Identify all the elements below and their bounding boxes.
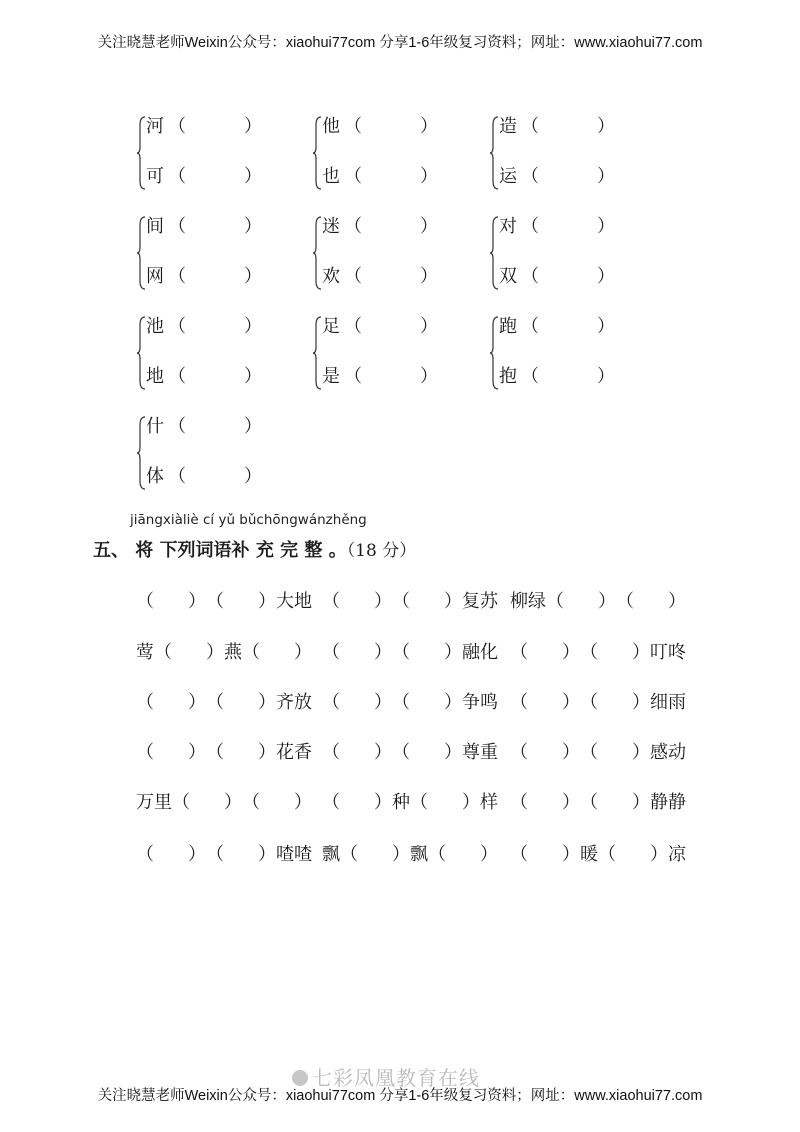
- given-word: 争鸣: [462, 692, 498, 713]
- given-word: 齐放: [276, 692, 312, 713]
- word-pair: [136, 315, 286, 391]
- given-word: 细雨: [650, 692, 686, 713]
- given-word: 静静: [650, 792, 686, 813]
- answer-blank[interactable]: （ ）: [168, 416, 262, 437]
- given-word: 喳喳: [276, 844, 312, 865]
- answer-blank[interactable]: （ ）: [168, 316, 262, 337]
- given-word: 大地: [276, 591, 312, 612]
- pair-char-a: 池: [146, 316, 164, 337]
- answer-blank[interactable]: （ ）: [510, 692, 580, 713]
- answer-blank[interactable]: （ ）: [206, 742, 276, 763]
- fill-row: [136, 688, 696, 714]
- word-pair: [489, 315, 639, 391]
- given-word: 感动: [650, 742, 686, 763]
- answer-blank[interactable]: （ ）: [344, 116, 438, 137]
- answer-blank[interactable]: （ ）: [344, 316, 438, 337]
- answer-blank[interactable]: （ ）: [168, 466, 262, 487]
- answer-blank[interactable]: （ ）: [322, 692, 392, 713]
- answer-blank[interactable]: （ ）: [521, 316, 615, 337]
- answer-blank[interactable]: （ ）: [136, 742, 206, 763]
- answer-blank[interactable]: （ ）: [322, 742, 392, 763]
- answer-blank[interactable]: （ ）: [136, 844, 206, 865]
- pair-char-b: 欢: [322, 266, 340, 287]
- given-word: 暖: [580, 844, 598, 865]
- title-char: 下列词语补: [159, 540, 250, 561]
- answer-blank[interactable]: （ ）: [521, 166, 615, 187]
- fill-row: [136, 587, 696, 613]
- answer-blank[interactable]: （ ）: [580, 792, 650, 813]
- brace-icon: [136, 315, 146, 391]
- answer-blank[interactable]: （ ）: [344, 166, 438, 187]
- answer-blank[interactable]: （ ）: [392, 642, 462, 663]
- answer-blank[interactable]: （ ）: [616, 591, 686, 612]
- answer-blank[interactable]: （ ）: [580, 642, 650, 663]
- answer-blank[interactable]: （ ）: [340, 844, 410, 865]
- brace-icon: [489, 115, 499, 191]
- given-word: 万里: [136, 792, 172, 813]
- answer-blank[interactable]: （ ）: [410, 792, 480, 813]
- given-word: 飘: [322, 844, 340, 865]
- answer-blank[interactable]: （ ）: [521, 216, 615, 237]
- given-word: 飘: [410, 844, 428, 865]
- pair-char-a: 足: [322, 316, 340, 337]
- answer-blank[interactable]: （ ）: [580, 742, 650, 763]
- pair-char-b: 抱: [499, 366, 517, 387]
- answer-blank[interactable]: （ ）: [168, 366, 262, 387]
- given-word: 凉: [668, 844, 686, 865]
- answer-blank[interactable]: （ ）: [510, 642, 580, 663]
- given-word: 样: [480, 792, 498, 813]
- pair-char-a: 间: [146, 216, 164, 237]
- answer-blank[interactable]: （ ）: [136, 591, 206, 612]
- answer-blank[interactable]: （ ）: [392, 692, 462, 713]
- answer-blank[interactable]: （ ）: [242, 642, 312, 663]
- answer-blank[interactable]: （ ）: [168, 116, 262, 137]
- fill-row: [136, 638, 696, 664]
- title-char: 完: [280, 540, 299, 561]
- answer-blank[interactable]: （ ）: [206, 844, 276, 865]
- answer-blank[interactable]: （ ）: [510, 844, 580, 865]
- watermark: 七彩凤凰教育在线: [292, 1062, 480, 1091]
- answer-blank[interactable]: （ ）: [168, 166, 262, 187]
- pair-char-b: 运: [499, 166, 517, 187]
- fill-row: [136, 840, 696, 866]
- pair-char-b: 是: [322, 366, 340, 387]
- answer-blank[interactable]: （ ）: [172, 792, 242, 813]
- fill-row: [136, 788, 696, 814]
- word-pair: [136, 115, 286, 191]
- answer-blank[interactable]: （ ）: [510, 792, 580, 813]
- answer-blank[interactable]: （ ）: [168, 216, 262, 237]
- pair-char-b: 地: [146, 366, 164, 387]
- pair-char-b: 可: [146, 166, 164, 187]
- answer-blank[interactable]: （ ）: [168, 266, 262, 287]
- answer-blank[interactable]: （ ）: [322, 591, 392, 612]
- footer-banner: 关注晓慧老师Weixin公众号：xiaohui77com 分享1-6年级复习资料；网址：www.xiaohui77.com: [97, 1088, 703, 1104]
- pair-char-a: 对: [499, 216, 517, 237]
- given-word: 尊重: [462, 742, 498, 763]
- section-score: （18 分）: [346, 541, 417, 561]
- brace-icon: [489, 315, 499, 391]
- pair-char-a: 迷: [322, 216, 340, 237]
- word-pair: [312, 115, 462, 191]
- brace-icon: [312, 215, 322, 291]
- answer-blank[interactable]: （ ）: [322, 792, 392, 813]
- fill-row: [136, 738, 696, 764]
- given-word: 柳绿: [510, 591, 546, 612]
- given-word: 莺: [136, 642, 154, 663]
- brace-icon: [136, 115, 146, 191]
- section-heading: [93, 536, 416, 562]
- answer-blank[interactable]: （ ）: [546, 591, 616, 612]
- pair-char-b: 也: [322, 166, 340, 187]
- pair-char-a: 跑: [499, 316, 517, 337]
- title-char: 将: [135, 540, 154, 561]
- word-pair: [136, 215, 286, 291]
- answer-blank[interactable]: （ ）: [242, 792, 312, 813]
- answer-blank[interactable]: （ ）: [510, 742, 580, 763]
- answer-blank[interactable]: （ ）: [598, 844, 668, 865]
- word-pair: [489, 115, 639, 191]
- section-pinyin: jiāngxiàliè cí yǔ bǔchōngwánzhěng: [130, 512, 367, 528]
- answer-blank[interactable]: （ ）: [392, 591, 462, 612]
- brace-icon: [489, 215, 499, 291]
- answer-blank[interactable]: （ ）: [136, 692, 206, 713]
- given-word: 花香: [276, 742, 312, 763]
- answer-blank[interactable]: （ ）: [521, 116, 615, 137]
- pair-char-a: 什: [146, 416, 164, 437]
- pair-char-b: 体: [146, 466, 164, 487]
- brace-icon: [136, 215, 146, 291]
- given-word: 复苏: [462, 591, 498, 612]
- section-number: 五、: [93, 540, 129, 561]
- answer-blank[interactable]: （ ）: [154, 642, 224, 663]
- answer-blank[interactable]: （ ）: [521, 266, 615, 287]
- answer-blank[interactable]: （ ）: [344, 216, 438, 237]
- title-period: 。: [328, 540, 347, 561]
- given-word: 种: [392, 792, 410, 813]
- brace-icon: [312, 115, 322, 191]
- pair-char-a: 他: [322, 116, 340, 137]
- answer-blank[interactable]: （ ）: [521, 366, 615, 387]
- answer-blank[interactable]: （ ）: [580, 692, 650, 713]
- answer-blank[interactable]: （ ）: [392, 742, 462, 763]
- answer-blank[interactable]: （ ）: [344, 366, 438, 387]
- answer-blank[interactable]: （ ）: [206, 591, 276, 612]
- word-pair: [489, 215, 639, 291]
- answer-blank[interactable]: （ ）: [344, 266, 438, 287]
- answer-blank[interactable]: （ ）: [428, 844, 498, 865]
- title-char: 充: [255, 540, 274, 561]
- pair-char-b: 网: [146, 266, 164, 287]
- pair-char-b: 双: [499, 266, 517, 287]
- title-char: 整: [304, 540, 323, 561]
- given-word: 叮咚: [650, 642, 686, 663]
- brace-icon: [136, 415, 146, 491]
- word-pair: [312, 315, 462, 391]
- given-word: 燕: [224, 642, 242, 663]
- answer-blank[interactable]: （ ）: [206, 692, 276, 713]
- header-banner: 关注晓慧老师Weixin公众号：xiaohui77com 分享1-6年级复习资料；网址：www.xiaohui77.com: [97, 35, 703, 51]
- answer-blank[interactable]: （ ）: [322, 642, 392, 663]
- pair-char-a: 河: [146, 116, 164, 137]
- brace-icon: [312, 315, 322, 391]
- word-pair: [136, 415, 286, 491]
- given-word: 融化: [462, 642, 498, 663]
- word-pair: [312, 215, 462, 291]
- pair-char-a: 造: [499, 116, 517, 137]
